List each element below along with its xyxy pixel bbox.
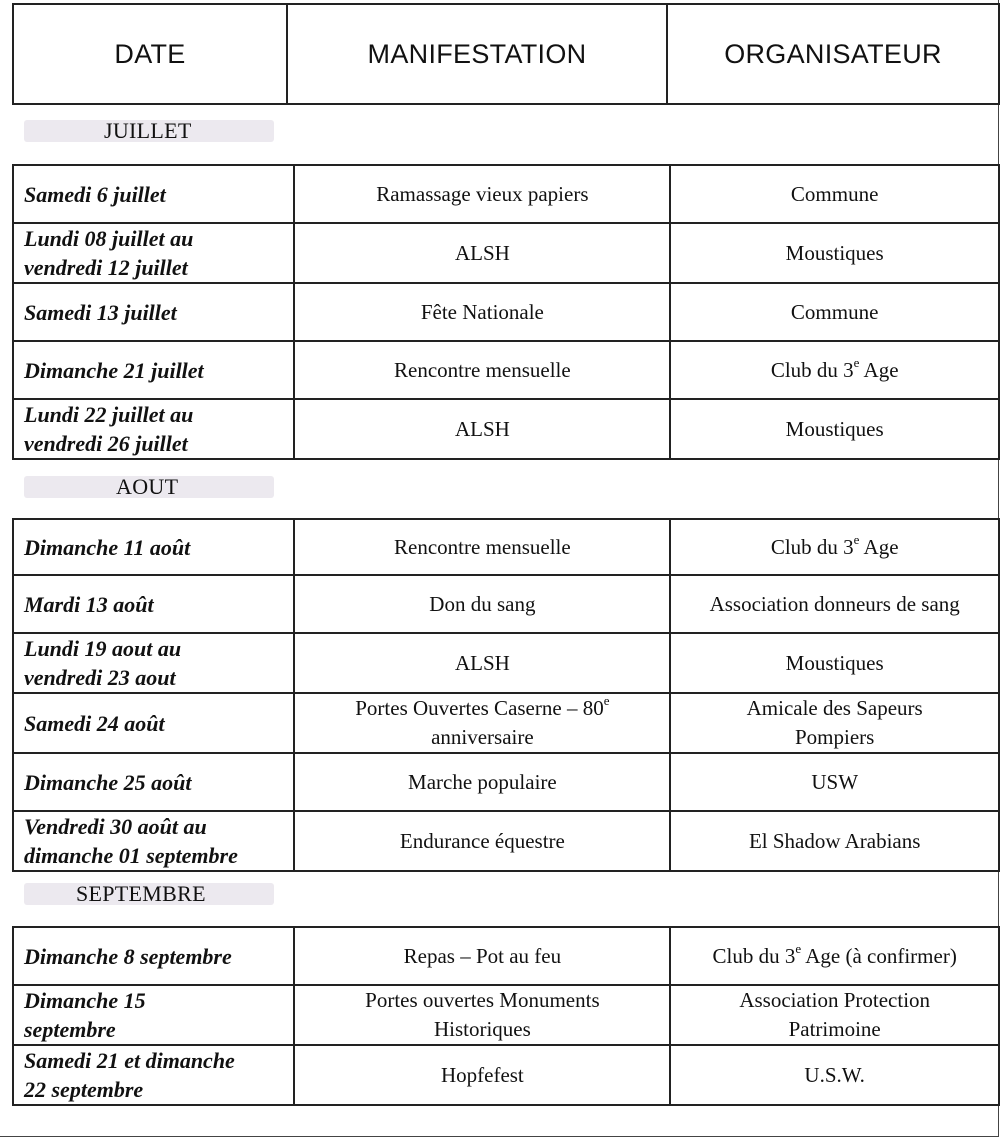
event-cell <box>294 927 670 985</box>
cell-line: Rencontre mensuelle <box>394 534 571 559</box>
cell-line: Pompiers <box>795 725 875 749</box>
organizer-cell <box>670 633 999 693</box>
event-cell <box>294 693 670 753</box>
date-cell <box>13 811 294 871</box>
table-row <box>13 283 999 341</box>
cell-line: Club du 3e Age <box>770 531 899 559</box>
cell-line: ALSH <box>454 240 510 265</box>
column-header-date: DATE <box>13 4 287 104</box>
cell-line: Ramassage vieux papiers <box>376 181 589 206</box>
organizer-cell <box>670 985 999 1045</box>
event-cell <box>294 1045 670 1105</box>
table-row <box>13 633 999 693</box>
cell-line: Dimanche 11 août <box>24 534 191 560</box>
cell-line: Portes ouvertes Monuments <box>365 988 600 1012</box>
cell-line: Rencontre mensuelle <box>394 357 571 382</box>
cell-line: El Shadow Arabians <box>748 828 921 853</box>
table-row <box>13 575 999 633</box>
cell-line: Commune <box>790 299 879 324</box>
cell-line: Hopfefest <box>440 1062 524 1087</box>
month-label-septembre: SEPTEMBRE <box>76 881 206 906</box>
cell-line: Club du 3e Age (à confirmer) <box>712 940 957 968</box>
cell-line: USW <box>811 769 859 794</box>
cell-line: U.S.W. <box>804 1062 865 1087</box>
date-cell <box>13 693 294 753</box>
table-row <box>13 399 999 459</box>
column-header-event: MANIFESTATION <box>287 4 667 104</box>
date-cell <box>13 283 294 341</box>
cell-line: Vendredi 30 août au <box>24 814 207 839</box>
cell-line: Moustiques <box>785 650 884 675</box>
cell-line: Dimanche 25 août <box>24 769 192 795</box>
table-row <box>13 811 999 871</box>
cell-line: dimanche 01 septembre <box>24 843 238 868</box>
event-cell <box>294 519 670 575</box>
cell-line: ALSH <box>454 650 510 675</box>
table-juillet <box>12 164 1000 460</box>
cell-line: Marche populaire <box>408 769 557 794</box>
organizer-cell <box>670 223 999 283</box>
organizer-cell <box>670 1045 999 1105</box>
header-table <box>12 3 1000 105</box>
cell-line: Association donneurs de sang <box>709 591 960 616</box>
cell-line: 22 septembre <box>24 1077 144 1102</box>
date-cell <box>13 223 294 283</box>
table-row <box>13 1045 999 1105</box>
table-aout <box>12 518 1000 872</box>
cell-line: Endurance équestre <box>399 828 565 853</box>
cell-line: Association Protection <box>739 988 931 1012</box>
date-cell <box>13 575 294 633</box>
cell-line: Dimanche 15 <box>24 988 146 1013</box>
cell-line: Club du 3e Age <box>770 354 899 382</box>
cell-line: Samedi 13 juillet <box>24 299 177 325</box>
cell-line: anniversaire <box>431 725 534 749</box>
header-row <box>13 4 999 104</box>
date-cell <box>13 633 294 693</box>
table-row <box>13 753 999 811</box>
organizer-cell <box>670 811 999 871</box>
table-row <box>13 519 999 575</box>
event-cell <box>294 575 670 633</box>
date-cell <box>13 753 294 811</box>
table-row <box>13 693 999 753</box>
date-cell <box>13 519 294 575</box>
event-cell <box>294 753 670 811</box>
event-cell <box>294 165 670 223</box>
event-cell <box>294 811 670 871</box>
cell-line: ALSH <box>454 416 510 441</box>
event-cell <box>294 399 670 459</box>
month-label-aout: AOUT <box>116 474 179 499</box>
cell-line: vendredi 26 juillet <box>24 431 188 456</box>
cell-line: Moustiques <box>785 240 884 265</box>
column-header-organizer: ORGANISATEUR <box>667 4 999 104</box>
cell-line: Samedi 21 et dimanche <box>24 1048 235 1073</box>
cell-line: Don du sang <box>429 591 536 616</box>
cell-line: Mardi 13 août <box>24 591 154 617</box>
organizer-cell <box>670 341 999 399</box>
organizer-cell <box>670 753 999 811</box>
cell-line: Dimanche 8 septembre <box>24 943 232 969</box>
cell-line: vendredi 23 aout <box>24 665 176 690</box>
cell-line: Commune <box>790 181 879 206</box>
organizer-cell <box>670 283 999 341</box>
table-row <box>13 223 999 283</box>
cell-line: Lundi 19 aout au <box>24 636 182 661</box>
cell-line: Samedi 24 août <box>24 710 165 736</box>
table-row <box>13 927 999 985</box>
date-cell <box>13 165 294 223</box>
table-row <box>13 341 999 399</box>
table-row <box>13 165 999 223</box>
date-cell <box>13 341 294 399</box>
cell-line: septembre <box>24 1017 116 1042</box>
organizer-cell <box>670 165 999 223</box>
cell-line: vendredi 12 juillet <box>24 255 188 280</box>
cell-line: Lundi 22 juillet au <box>24 402 194 427</box>
cell-line: Repas – Pot au feu <box>403 943 562 968</box>
month-label-juillet: JUILLET <box>104 118 192 143</box>
table-row <box>13 985 999 1045</box>
organizer-cell <box>670 693 999 753</box>
date-cell <box>13 399 294 459</box>
organizer-cell <box>670 519 999 575</box>
cell-line: Fête Nationale <box>420 299 544 324</box>
cell-line: Patrimoine <box>788 1017 881 1041</box>
organizer-cell <box>670 399 999 459</box>
date-cell <box>13 1045 294 1105</box>
event-cell <box>294 223 670 283</box>
event-cell <box>294 633 670 693</box>
date-cell <box>13 927 294 985</box>
cell-line: Amicale des Sapeurs <box>746 696 923 720</box>
event-cell <box>294 283 670 341</box>
organizer-cell <box>670 575 999 633</box>
date-cell <box>13 985 294 1045</box>
table-septembre <box>12 926 1000 1106</box>
event-cell <box>294 985 670 1045</box>
organizer-cell <box>670 927 999 985</box>
cell-line: Historiques <box>433 1017 531 1041</box>
event-cell <box>294 341 670 399</box>
cell-line: Portes Ouvertes Caserne – 80e <box>355 693 610 720</box>
cell-line: Moustiques <box>785 416 884 441</box>
cell-line: Samedi 6 juillet <box>24 181 166 207</box>
cell-line: Dimanche 21 juillet <box>24 357 204 383</box>
cell-line: Lundi 08 juillet au <box>24 226 194 251</box>
